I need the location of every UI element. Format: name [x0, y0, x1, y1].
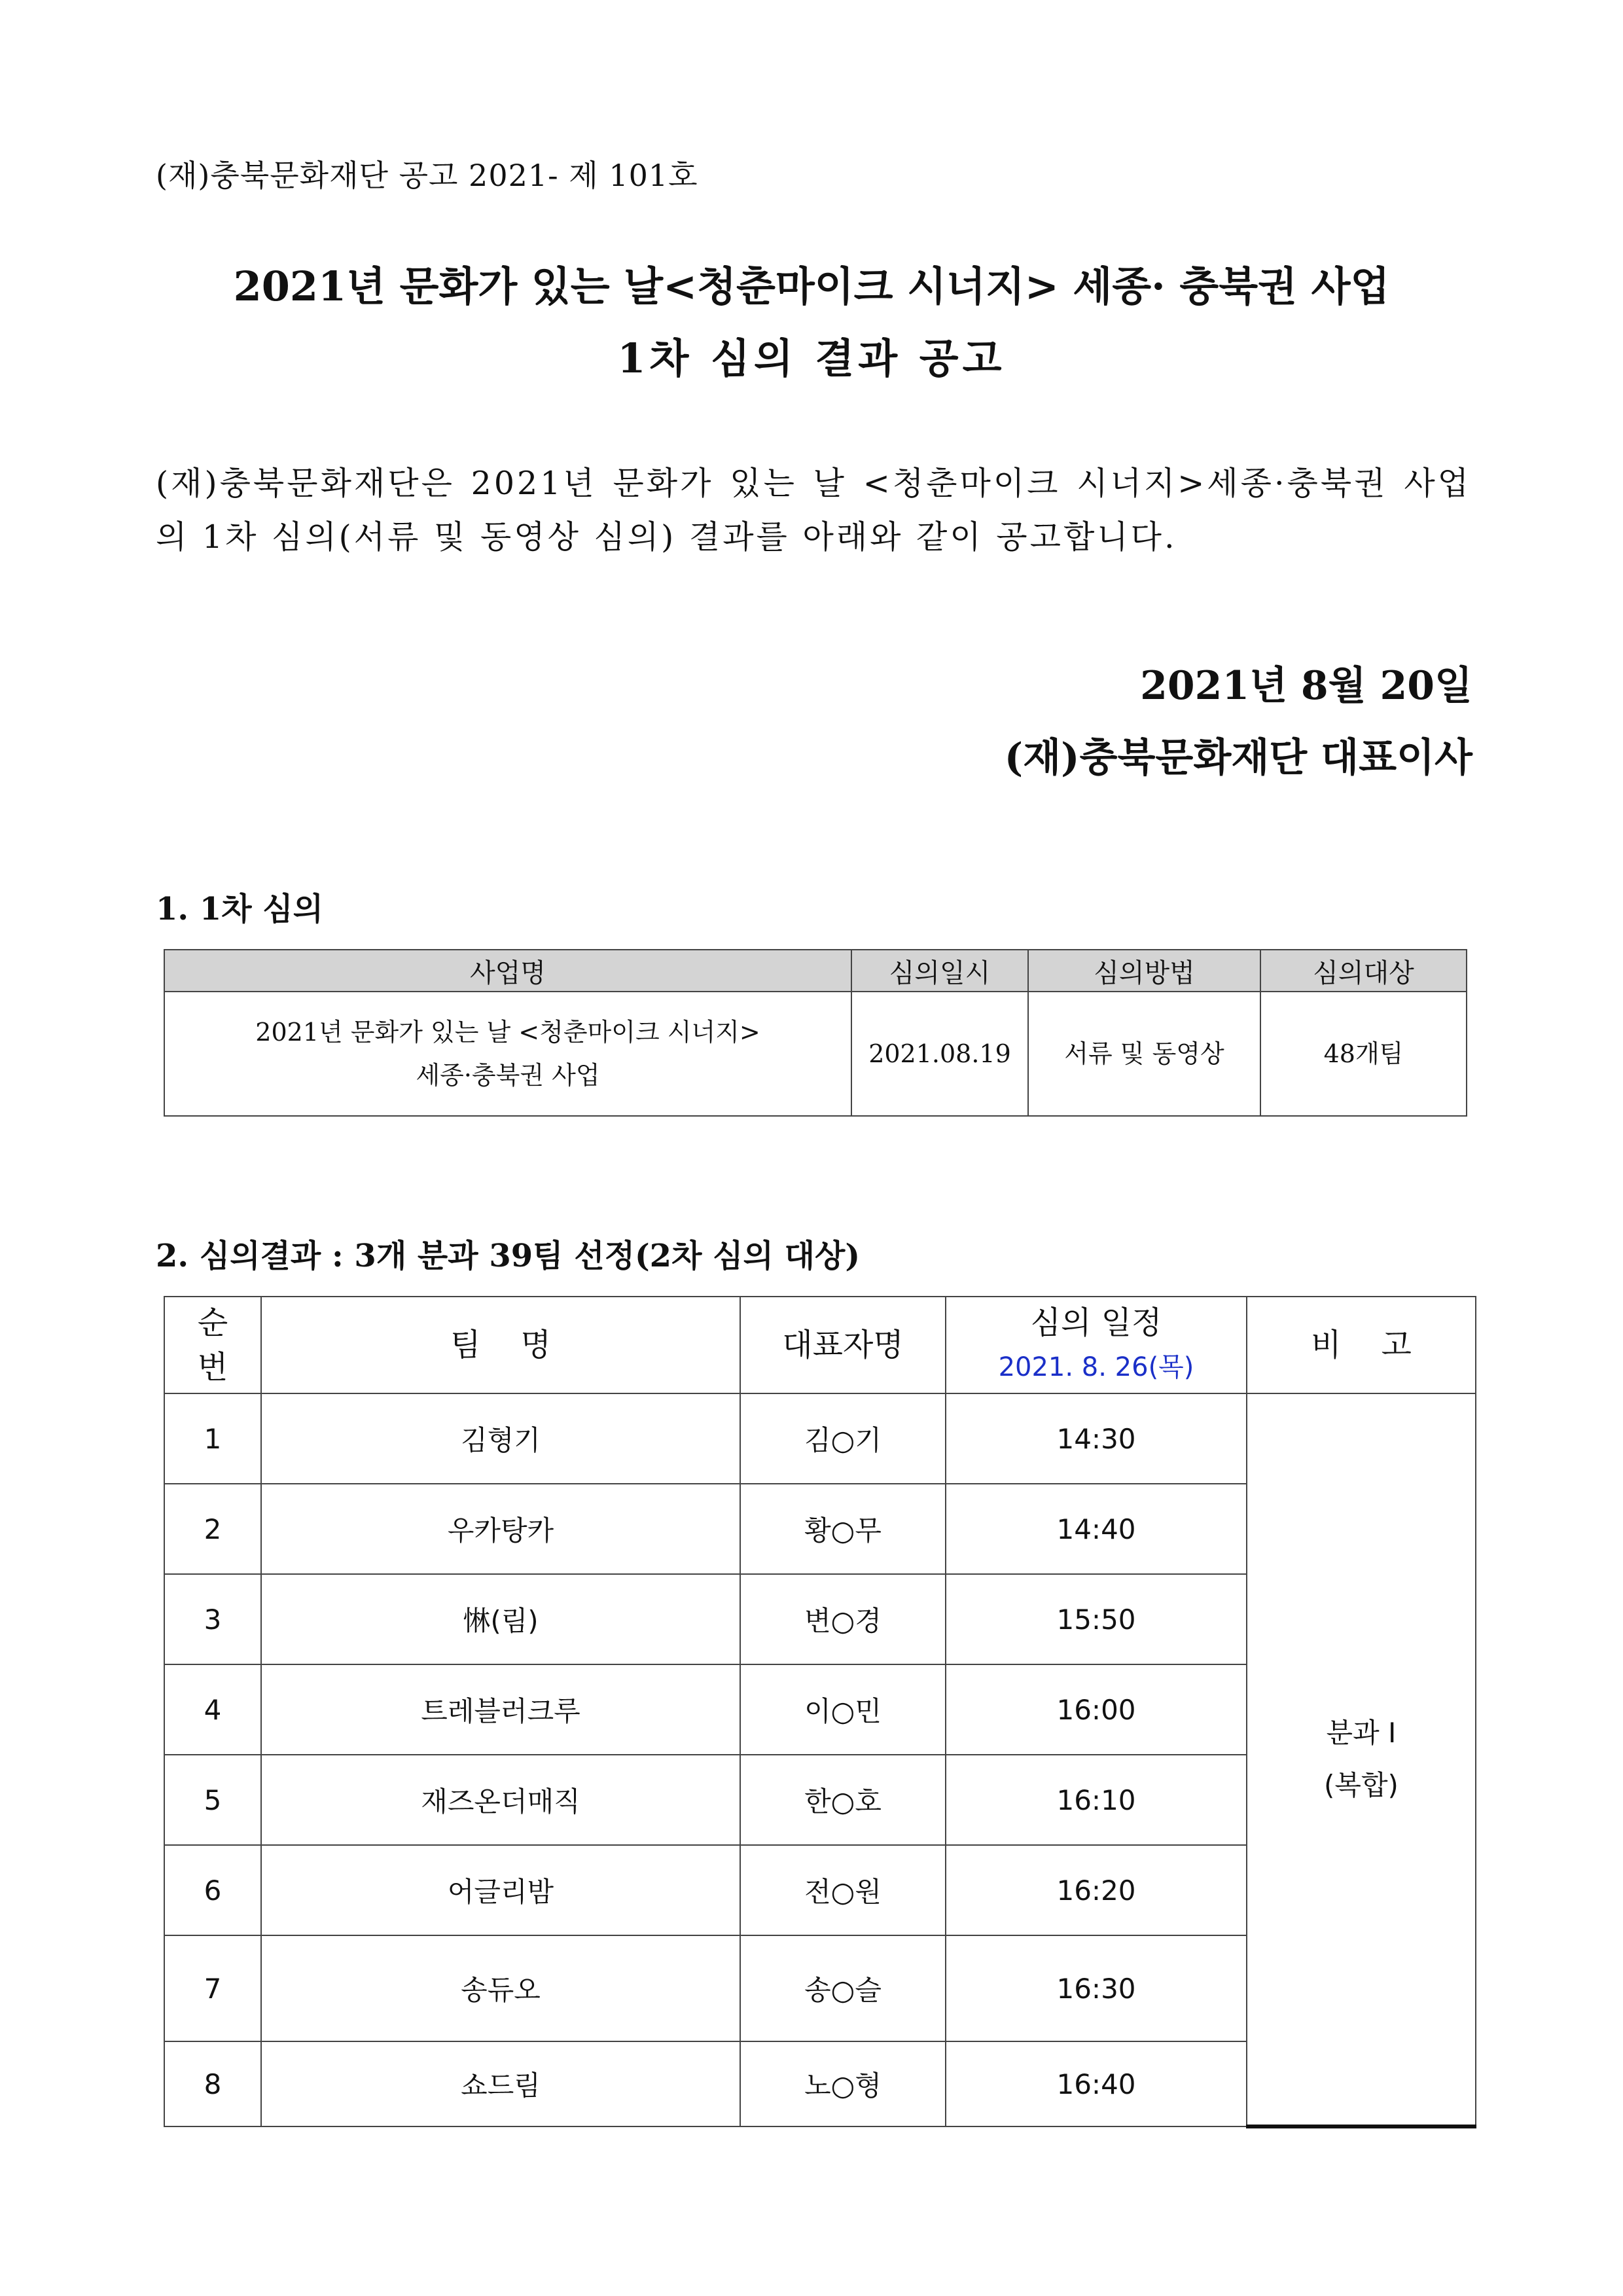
team-name: 우카탕카 [261, 1484, 740, 1574]
header-review-target: 심의대상 [1260, 950, 1467, 992]
leader-name: 한○호 [740, 1755, 946, 1845]
table-row [164, 1393, 1476, 1484]
leader-name: 노○형 [740, 2041, 946, 2126]
review-method-cell: 서류 및 동영상 [1028, 992, 1260, 1116]
team-name: 김형기 [261, 1393, 740, 1484]
review-time: 14:40 [946, 1484, 1247, 1574]
header-schedule-line1: 심의 일정 [1030, 1304, 1162, 1341]
header-business-name: 사업명 [164, 950, 851, 992]
business-name-line1: 2021년 문화가 있는 날 <청춘마이크 시너지> [255, 1018, 760, 1047]
row-number: 2 [164, 1484, 261, 1574]
business-name-line2: 세종·충북권 사업 [416, 1061, 600, 1090]
business-name-cell [164, 992, 851, 1116]
review-time: 16:00 [946, 1664, 1247, 1755]
document-subtitle: 1차 심의 결과 공고 [617, 334, 1006, 382]
review-time: 16:10 [946, 1755, 1247, 1845]
leader-name: 전○원 [740, 1845, 946, 1935]
team-name: 트레블러크루 [261, 1664, 740, 1755]
header-schedule [946, 1297, 1247, 1393]
leader-name: 이○민 [740, 1664, 946, 1755]
review-time: 16:30 [946, 1935, 1247, 2041]
team-name: 惏(림) [261, 1574, 740, 1664]
row-number: 7 [164, 1935, 261, 2041]
section-heading-review: 1. 1차 심의 [156, 891, 324, 927]
team-name: 재즈온더매직 [261, 1755, 740, 1845]
header-review-method: 심의방법 [1028, 950, 1260, 992]
review-target-cell: 48개팀 [1260, 992, 1467, 1116]
header-leader-name: 대표자명 [740, 1297, 946, 1393]
row-number: 6 [164, 1845, 261, 1935]
leader-name: 김○기 [740, 1393, 946, 1484]
notice-number: (재)충북문화재단 공고 2021- 제 101호 [156, 158, 698, 193]
intro-paragraph-line2: 의 1차 심의(서류 및 동영상 심의) 결과를 아래와 같이 공고합니다. [156, 518, 1177, 556]
row-number: 1 [164, 1393, 261, 1484]
row-number: 4 [164, 1664, 261, 1755]
table-header-row [164, 950, 1467, 992]
row-number: 3 [164, 1574, 261, 1664]
table-header-row [164, 1297, 1476, 1393]
leader-name: 변○경 [740, 1574, 946, 1664]
intro-paragraph-line1: (재)충북문화재단은 2021년 문화가 있는 날 <청춘마이크 시너지>세종·충북권 사업 [156, 465, 1471, 502]
group-note-line2: (복합) [1324, 1769, 1399, 1801]
review-info-table [164, 949, 1467, 1117]
leader-name: 황○무 [740, 1484, 946, 1574]
row-number: 8 [164, 2041, 261, 2126]
announcement-date: 2021년 8월 20일 [1140, 663, 1472, 709]
header-note: 비 고 [1247, 1297, 1476, 1393]
review-time: 16:20 [946, 1845, 1247, 1935]
review-time: 16:40 [946, 2041, 1247, 2126]
table-row [164, 992, 1467, 1116]
section-heading-results: 2. 심의결과 : 3개 분과 39팀 선정(2차 심의 대상) [156, 1238, 861, 1274]
review-date-cell: 2021.08.19 [851, 992, 1028, 1116]
header-number-line1: 순 [197, 1304, 228, 1341]
group-note-line1: 분과 Ⅰ [1326, 1717, 1397, 1749]
group-note-cell [1247, 1393, 1476, 2126]
results-table [164, 1296, 1476, 2128]
team-name: 어글리밤 [261, 1845, 740, 1935]
review-time: 14:30 [946, 1393, 1247, 1484]
header-schedule-date: 2021. 8. 26(목) [998, 1352, 1194, 1382]
header-team-name: 팀 명 [261, 1297, 740, 1393]
header-number-line2: 번 [197, 1349, 228, 1386]
header-number [164, 1297, 261, 1393]
review-time: 15:50 [946, 1574, 1247, 1664]
document-title: 2021년 문화가 있는 날<청춘마이크 시너지> 세종· 충북권 사업 [233, 262, 1390, 310]
team-name: 송듀오 [261, 1935, 740, 2041]
issuing-organization: (재)충북문화재단 대표이사 [1004, 735, 1472, 781]
row-number: 5 [164, 1755, 261, 1845]
team-name: 쇼드림 [261, 2041, 740, 2126]
header-review-date: 심의일시 [851, 950, 1028, 992]
leader-name: 송○슬 [740, 1935, 946, 2041]
